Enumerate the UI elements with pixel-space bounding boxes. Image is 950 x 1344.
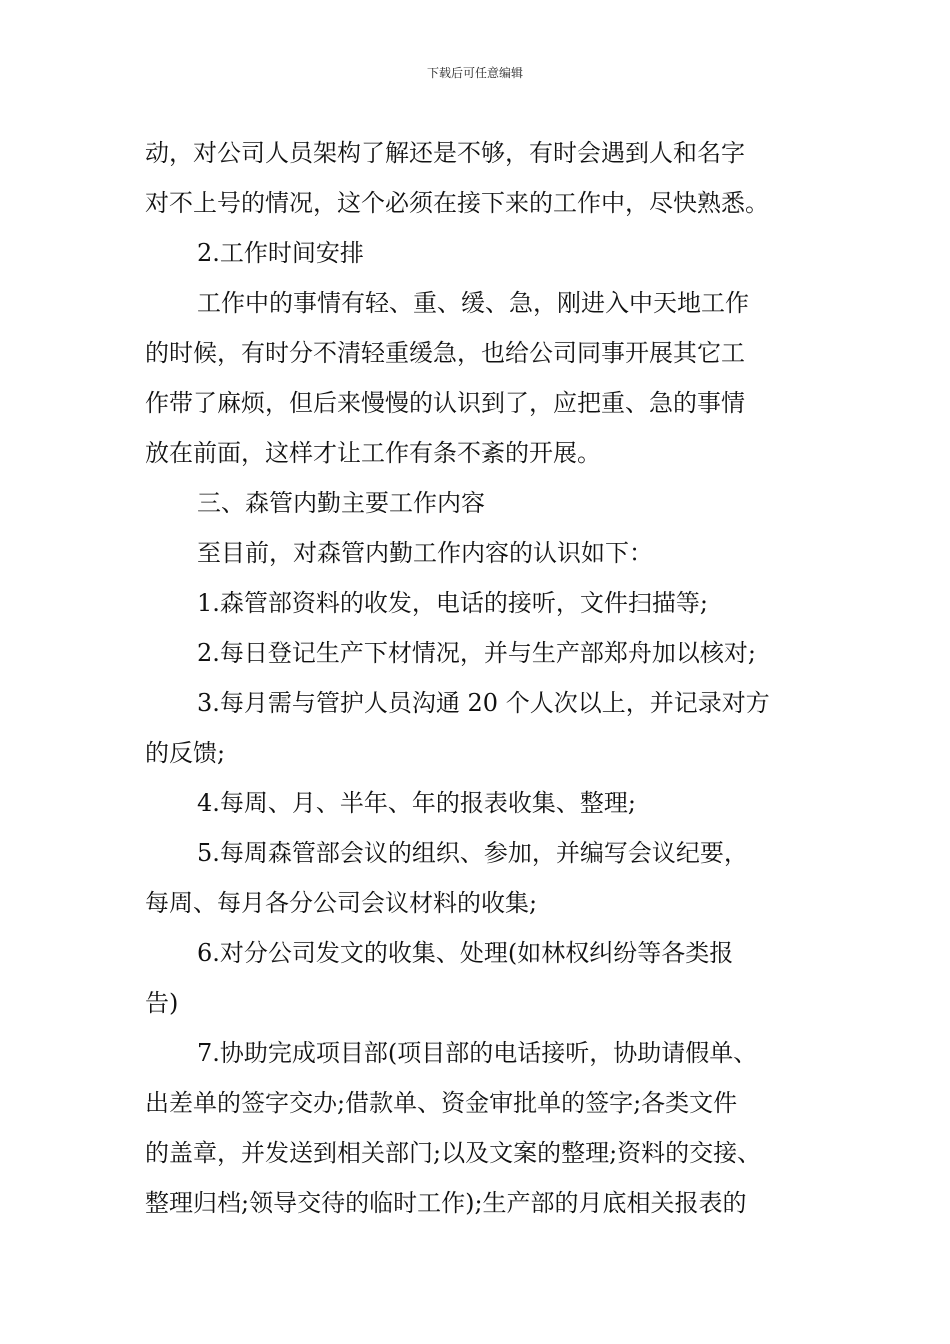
text-line: 每周、每月各分公司会议材料的收集; [145,889,538,917]
text-line: 2.工作时间安排 [197,239,364,267]
text-line: 动，对公司人员架构了解还是不够，有时会遇到人和名字 [145,139,745,167]
text-line: 工作中的事情有轻、重、缓、急，刚进入中天地工作 [197,289,749,317]
text-line: 告) [145,989,179,1017]
text-line: 的反馈; [145,739,226,767]
text-line: 对不上号的情况，这个必须在接下来的工作中，尽快熟悉。 [145,189,769,217]
document-body [145,128,825,1228]
text-line: 6.对分公司发文的收集、处理(如林权纠纷等各类报 [197,939,734,967]
text-line: 整理归档;领导交待的临时工作);生产部的月底相关报表的 [145,1189,747,1217]
text-line: 三、森管内勤主要工作内容 [197,489,485,517]
text-line: 4.每周、月、半年、年的报表收集、整理; [197,789,636,817]
text-line: 放在前面，这样才让工作有条不紊的开展。 [145,439,601,467]
text-line: 至目前，对森管内勤工作内容的认识如下： [197,539,653,567]
text-line: 出差单的签字交办;借款单、资金审批单的签字;各类文件 [145,1089,738,1117]
page-header-note: 下载后可任意编辑 [426,66,523,80]
text-line: 作带了麻烦，但后来慢慢的认识到了，应把重、急的事情 [145,389,745,417]
text-line: 的时候，有时分不清轻重缓急，也给公司同事开展其它工 [145,339,745,367]
text-line: 5.每周森管部会议的组织、参加，并编写会议纪要， [197,839,748,867]
text-line: 2.每日登记生产下材情况，并与生产部郑舟加以核对; [197,639,756,667]
text-line: 的盖章，并发送到相关部门;以及文案的整理;资料的交接、 [145,1139,762,1167]
text-line: 7.协助完成项目部(项目部的电话接听，协助请假单、 [197,1039,758,1067]
text-line: 3.每月需与管护人员沟通 20 个人次以上，并记录对方 [197,689,770,717]
text-line: 1.森管部资料的收发，电话的接听，文件扫描等; [197,589,708,617]
